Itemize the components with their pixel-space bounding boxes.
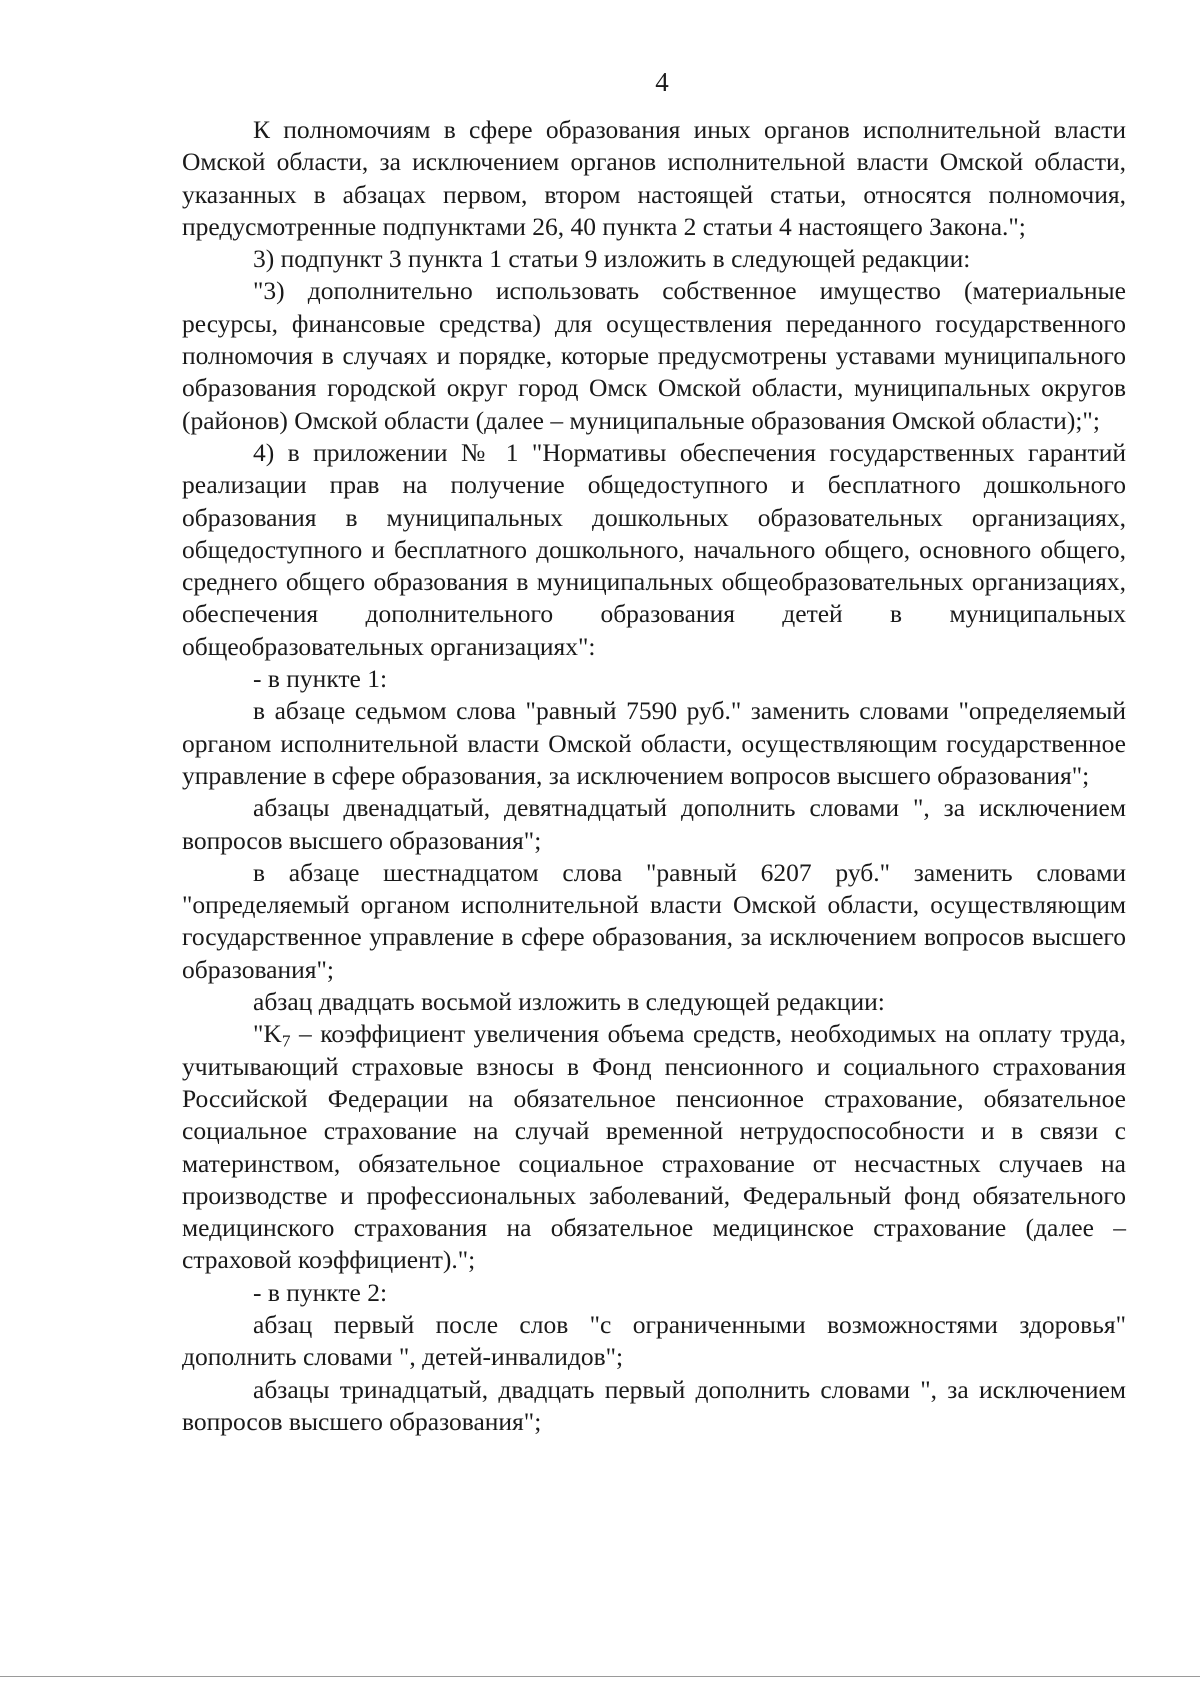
- document-body: [182, 114, 1126, 1438]
- paragraph: К полномочиям в сфере образования иных органов исполнительной власти Омской области, за исключением органов исполнительной власти Омской области, указанных в абзацах первом, втором настоящей статьи, относятся полномочия, предусмотренные подпунктами 26, 40 пункта 2 статьи 4 настоящего Закона.";: [182, 115, 1126, 241]
- coefficient-subscript: 7: [281, 1031, 291, 1051]
- paragraph: в абзаце шестнадцатом слова "равный 6207 руб." заменить словами "определяемый органом исполнительной власти Омской области, осуществляющим государственное управление в сфере образования, за исключением вопросов высшего образования";: [182, 857, 1126, 984]
- paragraph: "3) дополнительно использовать собственное имущество (материальные ресурсы, финансовые средства) для осуществления переданного государственного полномочия в случаях и порядке, которые предусмотрены уставами муниципального образования городской округ город Омск Омской области, муниципальных округов (районов) Омской области (далее – муниципальные образования Омской области);";: [182, 276, 1126, 435]
- paragraph: 3) подпункт 3 пункта 1 статьи 9 изложить в следующей редакции:: [253, 244, 971, 274]
- paragraph: 4) в приложении № 1 "Нормативы обеспечения государственных гарантий реализации прав на получение общедоступного и бесплатного дошкольного образования в муниципальных дошкольных образовательных организациях, общедоступного и бесплатного дошкольного, начального общего, основного общего, среднего общего образования в муниципальных общеобразовательных организациях, обеспечения дополнительного образования детей в муниципальных общеобразовательных организациях":: [182, 437, 1126, 661]
- paragraph: - в пункте 1:: [253, 664, 388, 694]
- paragraph: абзацы тринадцатый, двадцать первый дополнить словами ", за исключением вопросов высшего образования";: [182, 1374, 1126, 1436]
- paragraph: - в пункте 2:: [253, 1277, 388, 1307]
- coefficient-text: – коэффициент увеличения объема средств, необходимых на оплату труда, учитывающий страховые взносы в Фонд пенсионного и социального страхования Российской Федерации на обязательное пенсионное страхование, обязательное социальное страхование на случай временной нетрудоспособности и в связи с материнством, обязательное социальное страхование от несчастных случаев на производстве и профессиональных заболеваний, Федеральный фонд обязательного медицинского страхования на обязательное медицинское страхование (далее – страховой коэффициент).";: [182, 1019, 1126, 1275]
- coefficient-symbol: "K: [253, 1019, 282, 1049]
- page-number: 4: [655, 67, 669, 97]
- paragraph: абзац двадцать восьмой изложить в следующей редакции:: [253, 987, 885, 1017]
- paragraph-coefficient: [182, 1018, 1126, 1276]
- paragraph: абзац первый после слов "с ограниченными возможностями здоровья" дополнить словами ", детей-инвалидов";: [182, 1309, 1126, 1372]
- scan-bottom-edge: [0, 1676, 1200, 1677]
- paragraph: в абзаце седьмом слова "равный 7590 руб." заменить словами "определяемый органом исполнительной власти Омской области, осуществляющим государственное управление в сфере образования, за исключением вопросов высшего образования";: [182, 696, 1126, 790]
- paragraph: абзацы двенадцатый, девятнадцатый дополнить словами ", за исключением вопросов высшего образования";: [182, 793, 1126, 855]
